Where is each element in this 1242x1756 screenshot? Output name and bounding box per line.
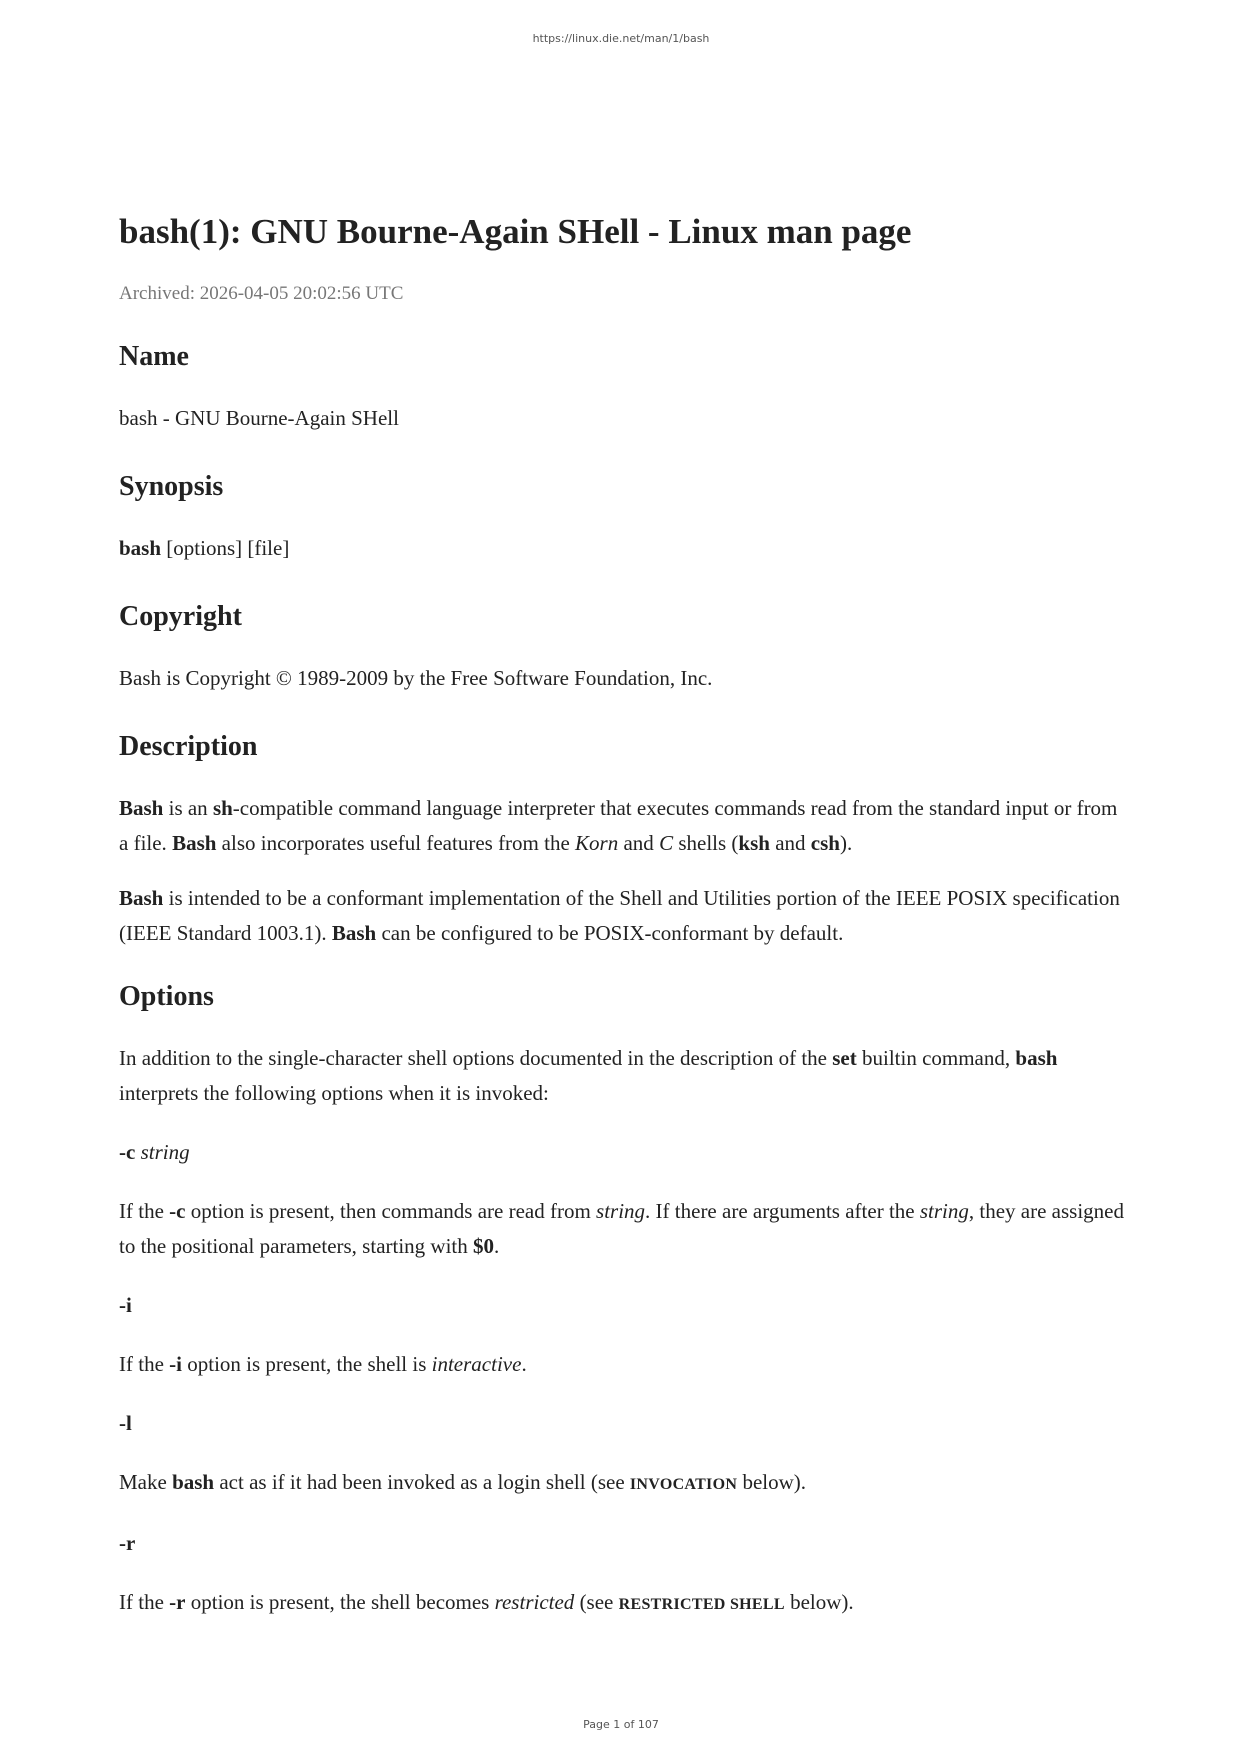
text-italic: restricted — [494, 1590, 575, 1614]
archived-timestamp: Archived: 2026-04-05 20:02:56 UTC — [119, 283, 404, 304]
text-bold: -r — [169, 1590, 186, 1614]
synopsis-text — [119, 531, 1124, 566]
text-run: . If there are arguments after the — [645, 1199, 920, 1223]
text-italic: Korn — [575, 831, 619, 855]
section-heading-synopsis: Synopsis — [119, 471, 224, 502]
text-bold: Bash — [331, 921, 377, 945]
copyright-text: Bash is Copyright © 1989-2009 by the Free Software Foundation, Inc. — [119, 666, 713, 690]
text-smallcaps: RESTRICTED SHELL — [618, 1596, 785, 1613]
text-bold: Bash — [119, 796, 164, 820]
text-italic: string — [919, 1199, 969, 1223]
section-heading-copyright: Copyright — [119, 601, 242, 632]
text-bold: Bash — [119, 886, 164, 910]
description-paragraph-2 — [119, 881, 1124, 951]
text-italic: interactive — [431, 1352, 522, 1376]
option-c-description — [119, 1194, 1124, 1264]
option-l-term — [119, 1406, 1124, 1441]
text-bold: -i — [169, 1352, 182, 1376]
header-url: https://linux.die.net/man/1/bash — [532, 32, 710, 45]
text-run: If the — [119, 1199, 170, 1223]
option-flag: -r — [119, 1531, 136, 1555]
text-run: below). — [784, 1590, 854, 1614]
page-content — [119, 210, 1124, 1622]
text-bold: -c — [169, 1199, 186, 1223]
option-l-description — [119, 1465, 1124, 1502]
option-arg: string — [135, 1140, 190, 1164]
text-run: , they are assigned to the positional parameters, starting with — [119, 1199, 1124, 1258]
text-run: is intended to be a conformant implementation of the Shell and Utilities portion of the IEEE POSIX specification (IEEE Standard 1003.1). — [119, 886, 1120, 945]
text-run: (see — [574, 1590, 619, 1614]
text-run: builtin command, — [856, 1046, 1016, 1070]
text-run: below). — [737, 1470, 807, 1494]
text-run: option is present, the shell becomes — [185, 1590, 495, 1614]
text-run: also incorporates useful features from the — [216, 831, 576, 855]
text-bold: set — [832, 1046, 857, 1070]
synopsis-args: [options] [file] — [161, 536, 290, 560]
text-bold: $0 — [473, 1234, 495, 1258]
text-run: is an — [163, 796, 213, 820]
text-run: option is present, then commands are read from — [185, 1199, 597, 1223]
option-r-description — [119, 1585, 1124, 1622]
text-bold: bash — [1015, 1046, 1058, 1070]
text-run: option is present, the shell is — [181, 1352, 432, 1376]
section-heading-options: Options — [119, 981, 214, 1012]
text-run: . — [521, 1352, 527, 1376]
page-number: Page 1 of 107 — [583, 1718, 659, 1731]
text-run: Make — [119, 1470, 173, 1494]
description-paragraph-1 — [119, 791, 1124, 861]
text-run: In addition to the single-character shell options documented in the description of the — [119, 1046, 833, 1070]
options-intro — [119, 1041, 1124, 1111]
text-smallcaps: INVOCATION — [629, 1476, 738, 1493]
text-bold: csh — [810, 831, 840, 855]
section-heading-name: Name — [119, 341, 189, 372]
text-run: If the — [119, 1590, 170, 1614]
text-run: and — [618, 831, 660, 855]
section-heading-description: Description — [119, 731, 258, 762]
text-run: act as if it had been invoked as a login shell (see — [214, 1470, 630, 1494]
text-run: interprets the following options when it is invoked: — [119, 1081, 549, 1105]
name-text: bash - GNU Bourne-Again SHell — [119, 406, 399, 430]
page-title: bash(1): GNU Bourne-Again SHell - Linux man page — [119, 212, 912, 251]
option-c-term — [119, 1135, 1124, 1170]
text-run: -compatible command language interpreter that executes commands read from the standard input or from a file. — [119, 796, 1118, 855]
text-run: shells ( — [673, 831, 739, 855]
text-run: ). — [839, 831, 853, 855]
option-r-term — [119, 1526, 1124, 1561]
option-i-term — [119, 1288, 1124, 1323]
text-run: and — [769, 831, 811, 855]
text-run: . — [494, 1234, 500, 1258]
option-i-description — [119, 1347, 1124, 1382]
text-bold: bash — [172, 1470, 215, 1494]
text-bold: Bash — [172, 831, 217, 855]
option-flag: -i — [119, 1293, 132, 1317]
text-run: can be configured to be POSIX-conformant by default. — [376, 921, 844, 945]
option-flag: -c — [119, 1140, 136, 1164]
synopsis-command: bash — [119, 536, 162, 560]
text-italic: C — [659, 831, 674, 855]
option-flag: -l — [119, 1411, 132, 1435]
text-bold: ksh — [738, 831, 770, 855]
text-run: If the — [119, 1352, 170, 1376]
text-bold: sh — [212, 796, 233, 820]
text-italic: string — [596, 1199, 646, 1223]
